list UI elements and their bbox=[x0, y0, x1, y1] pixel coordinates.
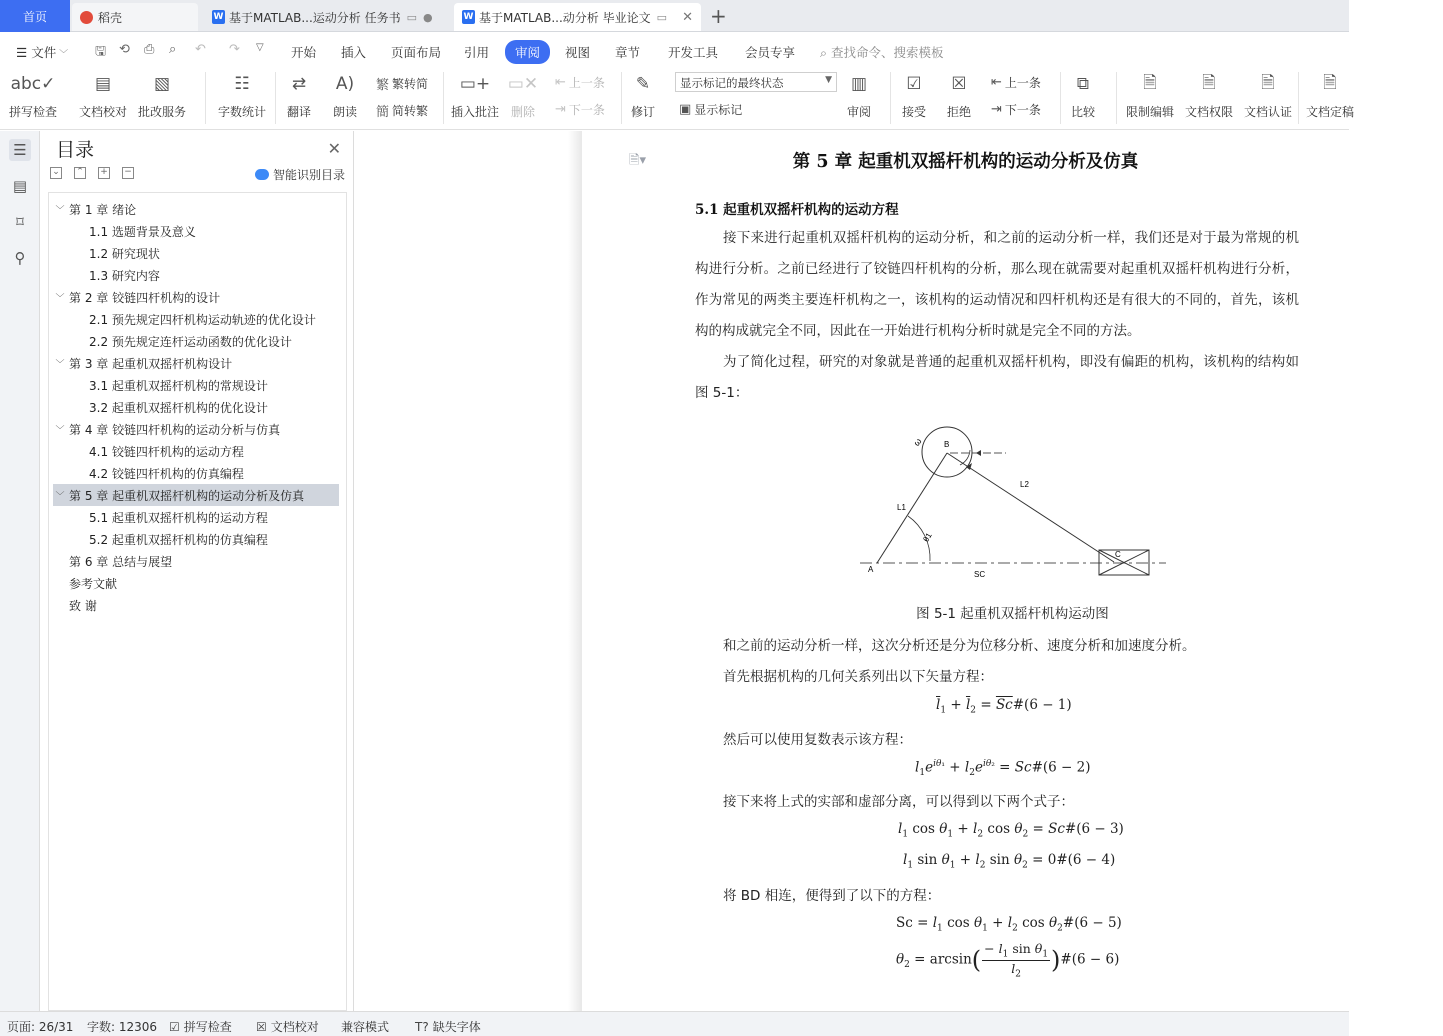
section-title: 5.1 起重机双摇杆机构的运动方程 bbox=[695, 202, 899, 218]
close-tab-icon[interactable]: ✕ bbox=[682, 9, 693, 25]
remove-heading-icon[interactable]: − bbox=[122, 167, 134, 179]
tab-thesis[interactable] bbox=[454, 3, 701, 31]
page-options-icon[interactable]: 🗎▾ bbox=[629, 153, 646, 168]
insert-comment-button[interactable] bbox=[451, 70, 499, 120]
paragraph-4: 首先根据机构的几何关系列出以下矢量方程： bbox=[723, 669, 993, 685]
spell-check-status-label: 拼写检查 bbox=[183, 1020, 232, 1034]
next-change-label: 下一条 bbox=[1004, 103, 1041, 117]
monitor-icon: ▭ bbox=[656, 10, 668, 24]
next-change-icon: ⇥ bbox=[991, 102, 1002, 117]
smart-toc-label: 智能识别目录 bbox=[272, 168, 345, 182]
translate-icon: ⇄ bbox=[291, 74, 307, 94]
toc-item-label: 第 5 章 起重机双摇杆机构的运动分析及仿真 bbox=[69, 488, 305, 503]
equation-6-1: $\overline{l}_1 + \overline{l}_2$ = $\overline{Sc}\#(6 - 1)$ bbox=[936, 697, 1072, 716]
doc-finalize-label: 文档定稿 bbox=[1306, 105, 1355, 119]
file-menu-label: 文件 bbox=[31, 45, 57, 60]
simp-to-trad-label: 简转繁 bbox=[392, 104, 429, 118]
menu-developer[interactable]: 开发工具 bbox=[668, 45, 719, 60]
next-comment-button[interactable] bbox=[555, 101, 605, 118]
checkbox-icon: ☑ bbox=[169, 1019, 180, 1034]
word-count-label: 字数统计 bbox=[218, 105, 267, 119]
unsaved-dot-icon: ● bbox=[423, 10, 433, 24]
smart-toc-button[interactable] bbox=[255, 166, 345, 183]
tab-thesis-label: 基于MATLAB...动分析 毕业论文 bbox=[479, 10, 651, 25]
paragraph-2: 为了简化过程，研究的对象就是普通的起重机双摇杆机构，即没有偏距的机构，该机构的结构如图 5-1： bbox=[695, 354, 1299, 401]
hamburger-icon: ☰ bbox=[16, 45, 32, 60]
chevron-down-icon[interactable]: ﹀ bbox=[55, 205, 65, 216]
toc-item-label: 第 4 章 铰链四杆机构的运动分析与仿真 bbox=[69, 422, 281, 437]
search-icon: ⌕ bbox=[820, 45, 831, 60]
equation-6-2-tag: #(6 − 2) bbox=[1031, 759, 1091, 776]
missing-font-label: 缺失字体 bbox=[432, 1020, 481, 1034]
page-margin-area bbox=[355, 131, 581, 1011]
delete-comment-button[interactable] bbox=[507, 70, 539, 120]
doc-cert-icon: 🗎 bbox=[1261, 72, 1275, 93]
compare-button[interactable] bbox=[1070, 70, 1096, 120]
chevron-down-icon: ▼ bbox=[825, 75, 832, 85]
reject-icon: ☒ bbox=[951, 74, 967, 94]
page-indicator[interactable]: 页面: 26/31 bbox=[7, 1020, 74, 1034]
translate-button[interactable] bbox=[286, 70, 312, 120]
page-shadow bbox=[568, 131, 582, 1011]
paragraph-1: 接下来进行起重机双摇杆机构的运动分析，和之前的运动分析一样，我们还是对于最为常规的机构进行分析。之前已经进行了铰链四杆机构的分析，那么现在就需要对起重机双摇杆机构进行分析，作为常见的两类主要连杆机构之一，该机构的运动情况和四杆机构还是有很大的不同的，首先，该机构的构成就完全不同，因此在一开始进行机构分析时就是完全不同的方法。 bbox=[695, 230, 1299, 339]
toc-item[interactable] bbox=[53, 462, 339, 484]
toc-item[interactable] bbox=[53, 418, 339, 440]
accept-icon: ☑ bbox=[906, 74, 922, 94]
doc-proof-button[interactable] bbox=[79, 70, 127, 120]
toc-item-label: 参考文献 bbox=[69, 576, 118, 591]
menu-section[interactable]: 章节 bbox=[615, 45, 641, 60]
close-icon[interactable]: ✕ bbox=[327, 139, 341, 158]
accept-button[interactable] bbox=[901, 70, 927, 120]
toc-item-label: 5.2 起重机双摇杆机构的仿真编程 bbox=[89, 532, 268, 547]
toc-item-label: 第 3 章 起重机双摇杆机构设计 bbox=[69, 356, 233, 371]
toc-item[interactable] bbox=[53, 484, 339, 506]
read-aloud-icon: A) bbox=[335, 74, 355, 94]
toc-panel-title: 目录 bbox=[56, 139, 95, 161]
label-l1: L1 bbox=[897, 503, 906, 512]
prev-change-label: 上一条 bbox=[1004, 76, 1041, 90]
trad-to-simp-label: 繁转简 bbox=[392, 77, 429, 91]
label-a: A bbox=[868, 565, 874, 574]
track-changes-button[interactable] bbox=[630, 70, 656, 120]
chevron-down-icon[interactable]: ﹀ bbox=[55, 491, 65, 502]
equation-6-2: $l_1e^{i\theta_1} + l_2e^{i\theta_2}$ = Sc#(6 − 2) bbox=[915, 759, 1091, 779]
command-search-placeholder: 查找命令、搜索模板 bbox=[830, 45, 944, 60]
tab-task-book[interactable] bbox=[204, 3, 450, 31]
toc-item-label: 1.1 选题背景及意义 bbox=[89, 224, 196, 239]
label-l2: L2 bbox=[1020, 480, 1029, 489]
menu-member[interactable]: 会员专享 bbox=[745, 45, 796, 60]
spell-check-label: 拼写检查 bbox=[9, 105, 58, 119]
font-icon: T? bbox=[415, 1019, 429, 1034]
toc-item[interactable] bbox=[53, 264, 339, 286]
equation-6-6-tag: #(6 − 6) bbox=[1060, 951, 1120, 968]
undo-icon[interactable]: ↶ bbox=[195, 42, 206, 57]
toc-item[interactable] bbox=[53, 242, 339, 264]
spell-check-icon: abc✓ bbox=[10, 74, 56, 94]
export-icon[interactable]: ⟲ bbox=[119, 42, 130, 57]
tab-task-book-label: 基于MATLAB...运动分析 任务书 bbox=[229, 10, 401, 25]
tab-docer-label: 稻壳 bbox=[98, 10, 123, 25]
find-icon[interactable]: ⚲ bbox=[14, 249, 26, 267]
trad-to-simp-icon: 繁 bbox=[376, 78, 390, 93]
track-changes-icon: ✎ bbox=[635, 74, 651, 94]
toc-item[interactable] bbox=[53, 198, 339, 220]
paragraph-5: 然后可以使用复数表示该方程： bbox=[723, 732, 912, 748]
prev-comment-icon: ⇤ bbox=[555, 75, 566, 90]
equation-6-5: $Sc = l_1$ $\cos \theta_1 + l_2$ $\cos \theta_2\#(6 - 5)$ bbox=[896, 915, 1122, 934]
equation-6-5-lhs: Sc bbox=[896, 915, 913, 931]
ai-icon bbox=[255, 169, 269, 180]
toc-item-label: 第 1 章 绪论 bbox=[69, 202, 137, 217]
equation-6-4: $l_1$ $\sin \theta_1 + l_2$ $\sin \theta_2$ = 0#(6 − 4) bbox=[903, 852, 1116, 871]
equation-6-1-tag: #(6 − 1) bbox=[1012, 697, 1072, 713]
missing-font-status[interactable] bbox=[415, 1018, 481, 1035]
menu-references[interactable]: 引用 bbox=[464, 45, 490, 60]
new-tab-icon[interactable]: + bbox=[710, 4, 727, 28]
equation-6-6: $\theta_2 = \arcsin$( $\frac{- l_1 \sin \theta_1}{l_2}$ )#(6 − 6) bbox=[896, 941, 1120, 979]
toc-panel bbox=[41, 131, 354, 1011]
prev-change-icon: ⇤ bbox=[991, 75, 1002, 90]
menu-page-layout[interactable]: 页面布局 bbox=[391, 45, 442, 60]
batch-service-icon: ▧ bbox=[153, 74, 171, 94]
chevron-down-icon[interactable]: ﹀ bbox=[55, 293, 65, 304]
word-count-icon: ☷ bbox=[234, 74, 250, 94]
toc-item-label: 1.3 研究内容 bbox=[89, 268, 160, 283]
writer-doc-icon: W bbox=[463, 12, 474, 22]
qat-more-icon[interactable]: ▽ bbox=[256, 42, 264, 53]
toc-list bbox=[48, 192, 347, 1011]
paragraph-3: 和之前的运动分析一样，这次分析还是分为位移分析、速度分析和加速度分析。 bbox=[723, 638, 1196, 654]
menu-bar bbox=[0, 32, 1349, 66]
read-aloud-label: 朗读 bbox=[332, 105, 357, 119]
equation-6-6-fn: arcsin bbox=[929, 951, 972, 968]
bookmark-icon[interactable]: ⌑ bbox=[16, 213, 24, 231]
equation-6-5-tag: #(6 − 5) bbox=[1062, 915, 1122, 931]
trad-to-simp-button[interactable] bbox=[376, 74, 428, 93]
tab-home[interactable] bbox=[0, 0, 70, 32]
toc-item[interactable] bbox=[53, 330, 339, 352]
label-b: B bbox=[944, 440, 950, 449]
file-menu[interactable] bbox=[4, 39, 80, 65]
crane-mechanism-figure bbox=[860, 423, 1170, 583]
read-aloud-button[interactable] bbox=[332, 70, 358, 120]
doc-permission-icon: 🗎 bbox=[1202, 72, 1216, 93]
doc-finalize-icon: 🗎 bbox=[1323, 72, 1337, 93]
toc-item-label: 3.1 起重机双摇杆机构的常规设计 bbox=[89, 378, 268, 393]
label-omega: ω bbox=[911, 436, 924, 448]
toc-item[interactable] bbox=[53, 396, 339, 418]
lock-doc-icon: 🗎 bbox=[1143, 72, 1157, 93]
left-tool-strip bbox=[0, 131, 40, 1011]
document-page[interactable] bbox=[582, 131, 1349, 1011]
show-markup-label: 显示标记 bbox=[694, 103, 743, 117]
print-preview-icon[interactable]: ⌕ bbox=[169, 42, 177, 57]
redo-icon[interactable]: ↷ bbox=[229, 42, 240, 57]
toc-item[interactable] bbox=[53, 440, 339, 462]
link-l1 bbox=[877, 453, 947, 563]
menu-view[interactable]: 视图 bbox=[565, 45, 591, 60]
chevron-down-icon[interactable]: ﹀ bbox=[55, 359, 65, 370]
delete-comment-label: 删除 bbox=[510, 105, 535, 119]
label-sc: SC bbox=[974, 570, 986, 579]
prev-comment-label: 上一条 bbox=[568, 76, 605, 90]
status-bar bbox=[0, 1011, 1349, 1036]
insert-comment-icon: ▭+ bbox=[459, 74, 491, 94]
menu-review[interactable]: 审阅 bbox=[505, 40, 550, 64]
review-pane-icon: ▥ bbox=[850, 74, 868, 94]
doc-proof-status-label: 文档校对 bbox=[270, 1020, 319, 1034]
review-pane-button[interactable] bbox=[846, 70, 872, 120]
spell-check-button[interactable] bbox=[9, 70, 57, 120]
menu-insert[interactable]: 插入 bbox=[341, 45, 367, 60]
toc-item[interactable] bbox=[53, 506, 339, 528]
restrict-editing-label: 限制编辑 bbox=[1126, 105, 1175, 119]
chapter-nav-icon[interactable]: ▤ bbox=[12, 177, 28, 195]
print-icon[interactable]: ⎙ bbox=[144, 42, 155, 57]
arrow-icon bbox=[976, 450, 981, 456]
paragraph-7: 将 BD 相连，便得到了以下的方程： bbox=[723, 888, 941, 904]
word-count-status[interactable]: 字数: 12306 bbox=[87, 1020, 158, 1034]
doc-finalize-button[interactable] bbox=[1306, 70, 1354, 120]
compare-label: 比较 bbox=[1070, 105, 1095, 119]
expand-up-icon[interactable]: ⌃ bbox=[74, 167, 86, 179]
simp-to-trad-button[interactable] bbox=[376, 101, 428, 120]
toc-item[interactable] bbox=[53, 308, 339, 330]
track-changes-label: 修订 bbox=[630, 105, 655, 119]
toc-item[interactable] bbox=[53, 572, 339, 594]
toc-item-label: 4.2 铰链四杆机构的仿真编程 bbox=[89, 466, 244, 481]
markup-state-select[interactable] bbox=[675, 72, 837, 92]
compare-icon: ⧉ bbox=[1076, 74, 1090, 94]
chapter-title: 第 5 章 起重机双摇杆机构的运动分析及仿真 bbox=[792, 152, 1139, 172]
reject-label: 拒绝 bbox=[946, 105, 971, 119]
add-heading-icon[interactable]: + bbox=[98, 167, 110, 179]
equation-6-3: $l_1$ $\cos \theta_1 + l_2$ $\cos \theta_2$ = Sc#(6 − 3) bbox=[898, 821, 1124, 840]
tab-docer[interactable] bbox=[72, 3, 198, 31]
link-l2 bbox=[947, 453, 1114, 562]
save-icon[interactable]: 🖫 bbox=[95, 44, 107, 59]
batch-service-button[interactable] bbox=[138, 70, 186, 120]
tab-bar bbox=[0, 0, 1349, 32]
reject-button[interactable] bbox=[946, 70, 972, 120]
restrict-editing-button[interactable] bbox=[1126, 70, 1174, 120]
joint-b-circle bbox=[922, 427, 972, 477]
doc-permission-label: 文档权限 bbox=[1185, 105, 1234, 119]
batch-service-label: 批改服务 bbox=[138, 105, 187, 119]
show-markup-icon: ▣ bbox=[679, 102, 692, 117]
review-pane-label: 审阅 bbox=[846, 105, 871, 119]
accept-label: 接受 bbox=[901, 105, 926, 119]
prev-comment-button[interactable] bbox=[555, 74, 605, 91]
equation-6-3-tag: #(6 − 3) bbox=[1064, 821, 1124, 837]
toc-item-label: 5.1 起重机双摇杆机构的运动方程 bbox=[89, 510, 268, 525]
doc-proof-label: 文档校对 bbox=[79, 105, 128, 119]
toc-item[interactable] bbox=[53, 594, 339, 616]
simp-to-trad-icon: 簡 bbox=[376, 105, 390, 120]
toc-item[interactable] bbox=[53, 220, 339, 242]
show-markup-button[interactable] bbox=[679, 101, 742, 118]
toc-item[interactable] bbox=[53, 286, 339, 308]
command-search[interactable] bbox=[808, 39, 956, 65]
toc-item-label: 第 6 章 总结与展望 bbox=[69, 554, 173, 569]
toc-item-label: 3.2 起重机双摇杆机构的优化设计 bbox=[89, 400, 268, 415]
equation-6-4-tag: #(6 − 4) bbox=[1056, 852, 1116, 868]
monitor-icon: ▭ bbox=[406, 10, 418, 24]
translate-label: 翻译 bbox=[286, 105, 311, 119]
doc-proof-icon: ▤ bbox=[94, 74, 112, 94]
chevron-down-icon: ﹀ bbox=[56, 50, 69, 60]
paragraph-6: 接下来将上式的实部和虚部分离，可以得到以下两个式子： bbox=[723, 794, 1074, 810]
toc-item[interactable] bbox=[53, 374, 339, 396]
figure-caption: 图 5-1 起重机双摇杆机构运动图 bbox=[916, 606, 1109, 622]
docer-icon bbox=[80, 11, 93, 24]
delete-comment-icon: ▭✕ bbox=[507, 74, 539, 94]
review-ribbon bbox=[0, 66, 1355, 130]
next-comment-icon: ⇥ bbox=[555, 102, 566, 117]
toc-item[interactable] bbox=[53, 352, 339, 374]
toc-item-label: 致 谢 bbox=[69, 598, 97, 613]
doc-permission-button[interactable] bbox=[1185, 70, 1233, 120]
doc-cert-label: 文档认证 bbox=[1244, 105, 1293, 119]
label-c: C bbox=[1115, 550, 1121, 559]
writer-doc-icon: W bbox=[213, 12, 224, 22]
compat-mode-status[interactable]: 兼容模式 bbox=[341, 1020, 390, 1034]
tab-home-label: 首页 bbox=[22, 9, 47, 24]
menu-start[interactable]: 开始 bbox=[291, 45, 317, 60]
spell-check-status[interactable] bbox=[169, 1018, 232, 1035]
markup-state-value: 显示标记的最终状态 bbox=[680, 76, 784, 90]
word-count-button[interactable] bbox=[218, 70, 266, 120]
doc-proof-status[interactable] bbox=[256, 1018, 319, 1035]
collapse-all-icon[interactable]: ⌄ bbox=[50, 167, 62, 179]
next-comment-label: 下一条 bbox=[568, 103, 605, 117]
chevron-down-icon[interactable]: ﹀ bbox=[55, 425, 65, 436]
doc-cert-button[interactable] bbox=[1244, 70, 1292, 120]
next-change-button[interactable] bbox=[991, 101, 1041, 118]
toc-item[interactable] bbox=[53, 550, 339, 572]
prev-change-button[interactable] bbox=[991, 74, 1041, 91]
toc-panel-icon[interactable]: ☰ bbox=[9, 139, 31, 161]
label-theta1: θ1 bbox=[921, 531, 934, 544]
toc-item-label: 2.2 预先规定连杆运动函数的优化设计 bbox=[89, 334, 292, 349]
toc-item-label: 第 2 章 铰链四杆机构的设计 bbox=[69, 290, 221, 305]
toc-item-label: 1.2 研究现状 bbox=[89, 246, 160, 261]
toc-item-label: 4.1 铰链四杆机构的运动方程 bbox=[89, 444, 244, 459]
toc-item[interactable] bbox=[53, 528, 339, 550]
toc-item-label: 2.1 预先规定四杆机构运动轨迹的优化设计 bbox=[89, 312, 316, 327]
proof-icon: ☒ bbox=[256, 1019, 267, 1034]
insert-comment-label: 插入批注 bbox=[451, 105, 500, 119]
